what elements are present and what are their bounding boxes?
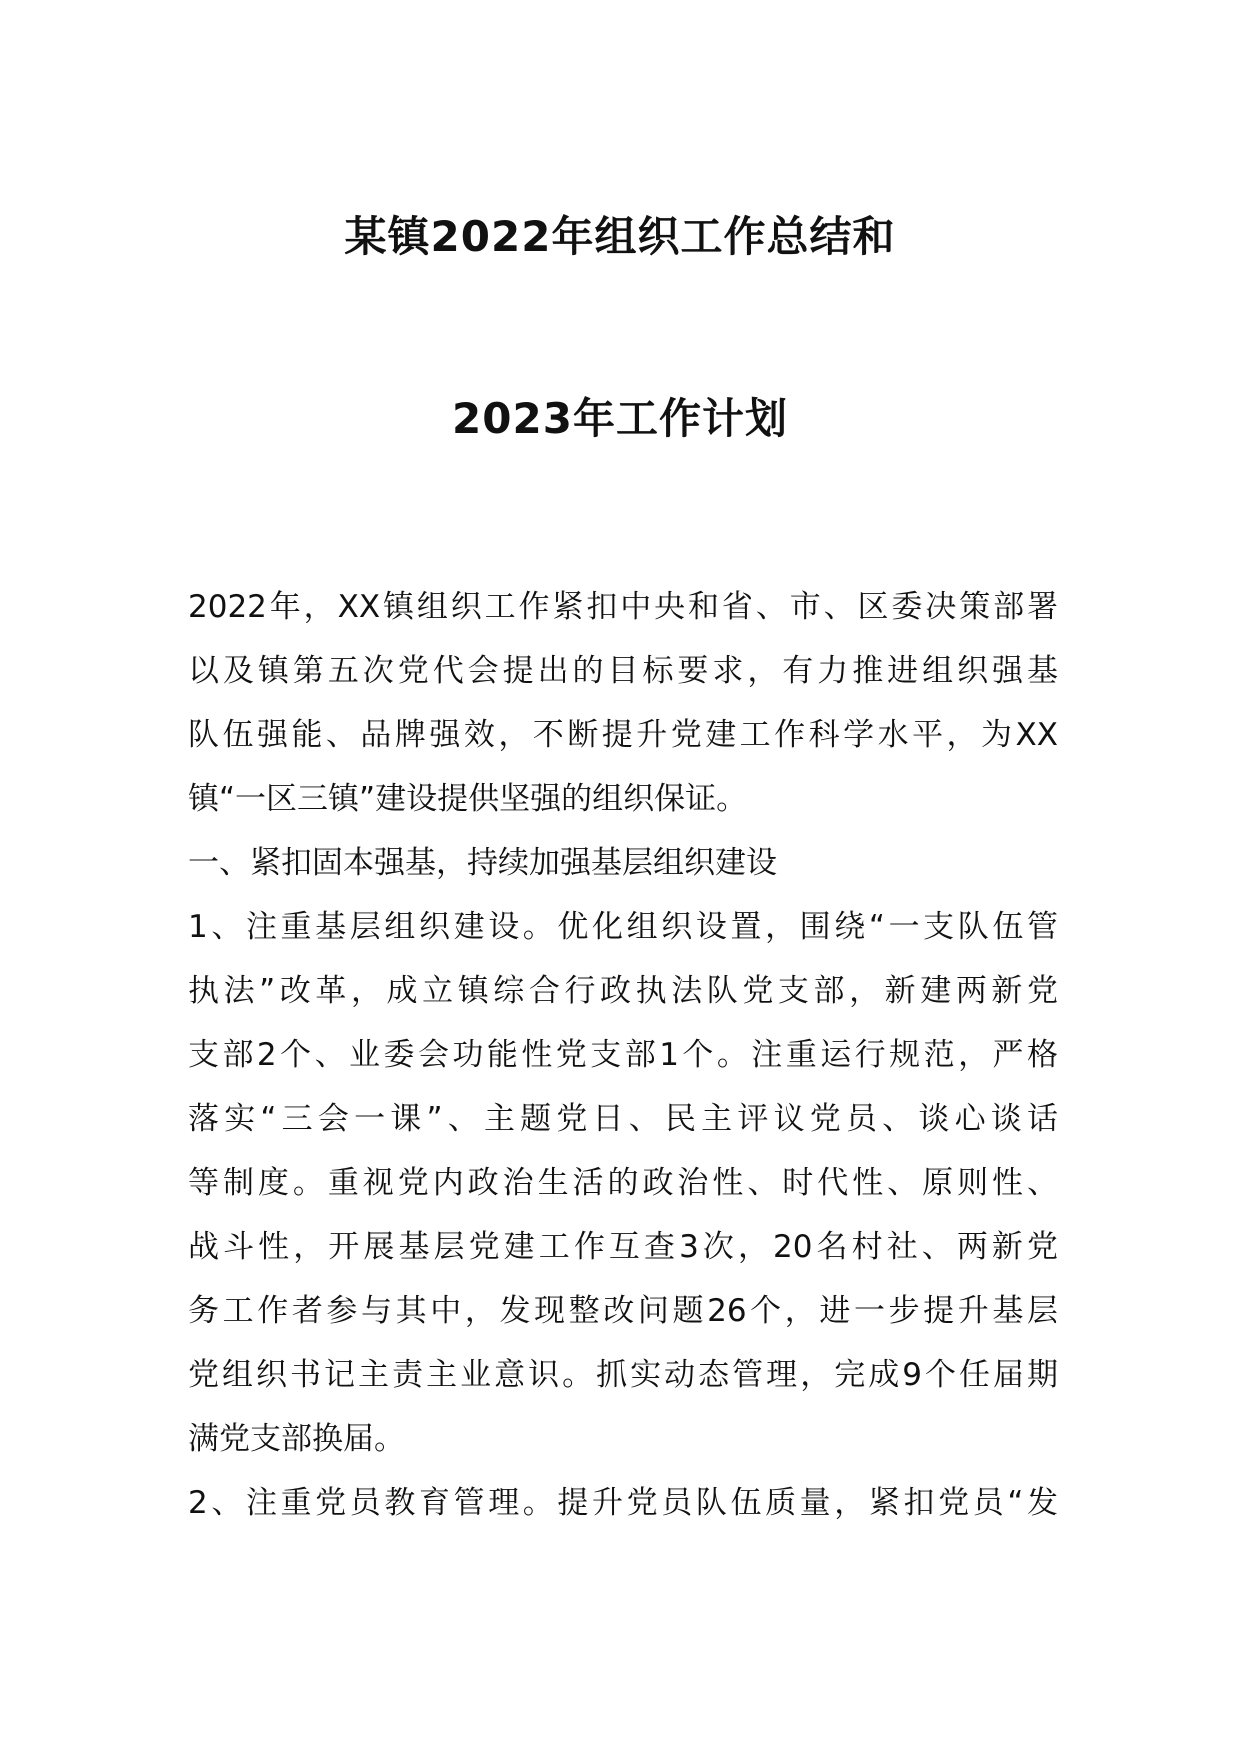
section-heading: 一、紧扣固本强基，持续加强基层组织建设: [188, 845, 777, 881]
document-title-line-1: 某镇2022年组织工作总结和: [344, 212, 896, 261]
paragraph-line: 落实“三会一课”、主题党日、民主评议党员、谈心谈话: [188, 1101, 1058, 1137]
paragraph-line: 镇“一区三镇”建设提供坚强的组织保证。: [188, 781, 748, 817]
paragraph-line: 执法”改革，成立镇综合行政执法队党支部，新建两新党: [188, 973, 1058, 1009]
paragraph-line: 队伍强能、品牌强效，不断提升党建工作科学水平，为XX: [188, 717, 1058, 753]
paragraph-line: 支部2个、业委会功能性党支部1个。注重运行规范，严格: [188, 1037, 1058, 1073]
paragraph-line: 等制度。重视党内政治生活的政治性、时代性、原则性、: [188, 1165, 1058, 1201]
paragraph-line: 1、注重基层组织建设。优化组织设置，围绕“一支队伍管: [188, 909, 1058, 945]
document-body: [188, 575, 1058, 1535]
paragraph-line: 满党支部换届。: [188, 1421, 405, 1457]
paragraph-line: 战斗性，开展基层党建工作互查3次，20名村社、两新党: [188, 1229, 1058, 1265]
paragraph-line: 2022年，XX镇组织工作紧扣中央和省、市、区委决策部署: [188, 589, 1058, 625]
paragraph-line: 务工作者参与其中，发现整改问题26个，进一步提升基层: [188, 1293, 1058, 1329]
document-title-line-2: 2023年工作计划: [452, 394, 788, 443]
paragraph-line: 2、注重党员教育管理。提升党员队伍质量，紧扣党员“发: [188, 1485, 1058, 1521]
paragraph-line: 党组织书记主责主业意识。抓实动态管理，完成9个任届期: [188, 1357, 1058, 1393]
paragraph-line: 以及镇第五次党代会提出的目标要求，有力推进组织强基: [188, 653, 1058, 689]
